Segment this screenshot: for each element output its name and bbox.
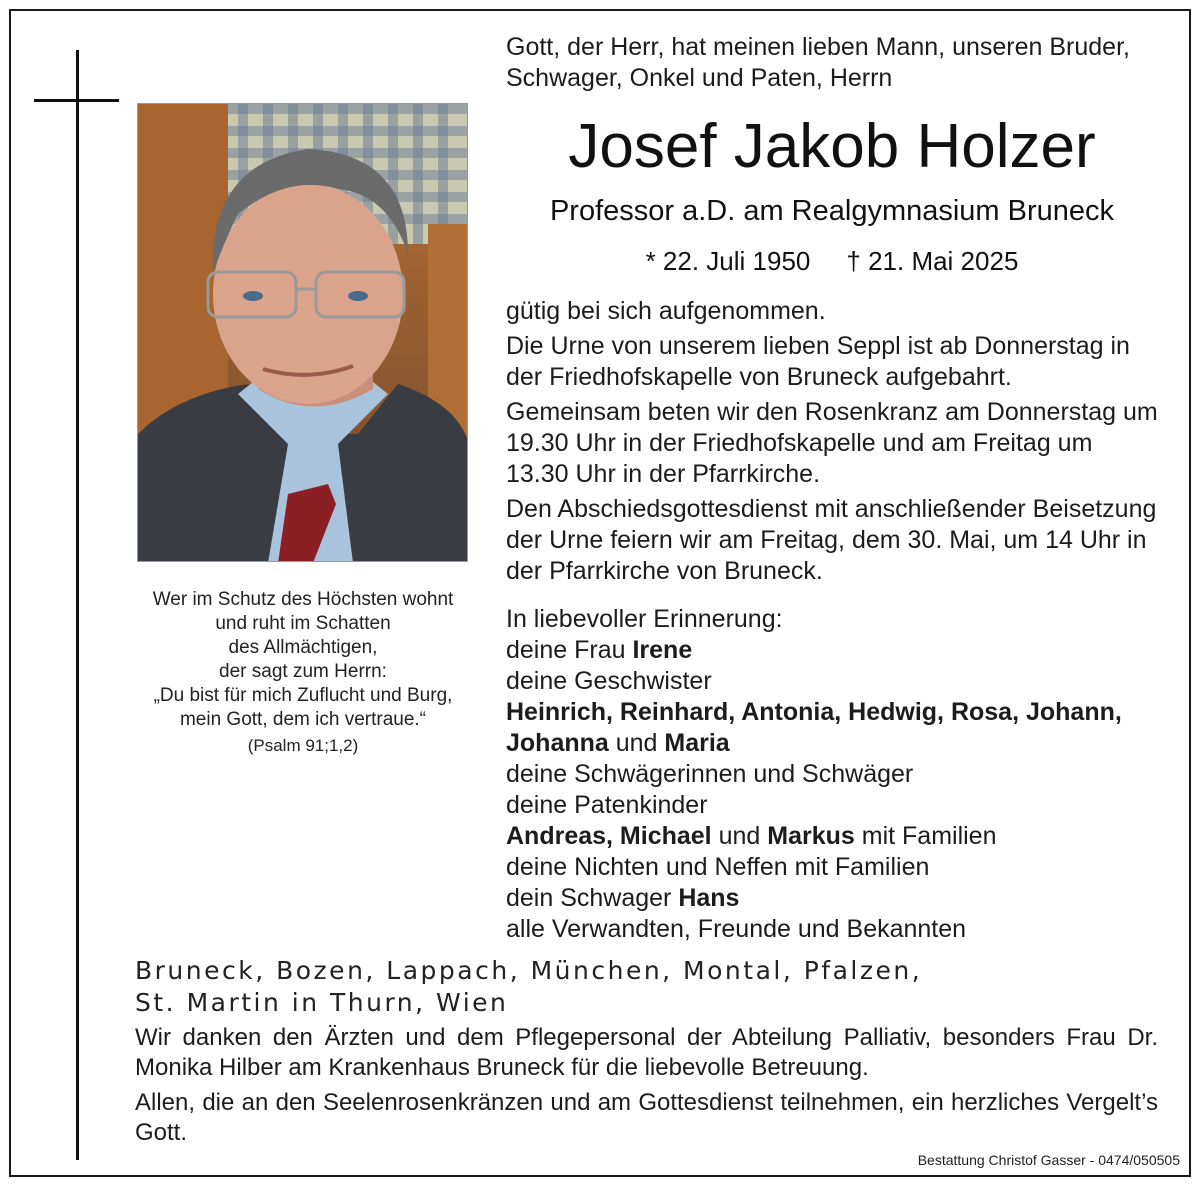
psalm-line: „Du bist für mich Zuflucht und Burg, [153, 685, 453, 706]
places-line-1: Bruneck, Bozen, Lappach, München, Montal, Pfalzen, [135, 956, 923, 985]
family-godchildren [506, 821, 1158, 852]
family-name: Johanna [506, 729, 609, 757]
places-line-2: St. Martin in Thurn, Wien [135, 988, 509, 1017]
intro-text [506, 32, 1158, 94]
body-paragraph: Gemeinsam beten wir den Rosenkranz am Donnerstag um 19.30 Uhr in der Friedhofskapelle und am Freitag um 13.30 Uhr in der Pfarrkirche. [506, 398, 1158, 488]
death-date: † 21. Mai 2025 [846, 246, 1019, 276]
family-label: deine Frau [506, 636, 633, 664]
family-label: und [608, 729, 665, 757]
family-in-laws: deine Schwägerinnen und Schwäger [506, 760, 914, 788]
body-paragraph: gütig bei sich aufgenommen. [506, 297, 826, 325]
thanks-text [135, 1023, 1158, 1153]
family-label: dein Schwager [506, 884, 679, 912]
family-siblings-label: deine Geschwister [506, 667, 712, 695]
family-wife [506, 635, 1158, 666]
body-paragraph: Den Abschiedsgottesdienst mit anschließender Beisetzung der Urne feiern wir am Freitag, dem 30. Mai, um 14 Uhr in der Pfarrkirche von Bruneck. [506, 495, 1157, 585]
family-all-relatives: alle Verwandten, Freunde und Bekannten [506, 915, 967, 943]
family-name: Maria [664, 729, 730, 757]
family-name: Hans [678, 884, 740, 912]
family-list [506, 604, 1158, 945]
family-name: Andreas, Michael [506, 822, 712, 850]
psalm-line: und ruht im Schatten [215, 613, 391, 634]
family-label: und [711, 822, 768, 850]
family-siblings-names: Heinrich, Reinhard, Antonia, Hedwig, Rosa, Johann, [506, 698, 1122, 726]
cross-icon-bar [34, 99, 119, 102]
places-list [135, 955, 1155, 1019]
intro-line-1: Gott, der Herr, hat meinen lieben Mann, unseren Bruder, [506, 33, 1130, 61]
body-paragraph: Die Urne von unserem lieben Seppl ist ab Donnerstag in der Friedhofskapelle von Bruneck aufgebahrt. [506, 332, 1130, 391]
psalm-line: des Allmächtigen, [228, 637, 378, 658]
psalm-reference: (Psalm 91;1,2) [247, 736, 359, 755]
psalm-line: der sagt zum Herrn: [219, 661, 387, 682]
family-siblings-names-2 [506, 728, 1158, 759]
birth-date: * 22. Juli 1950 [645, 246, 811, 276]
family-nieces: deine Nichten und Neffen mit Familien [506, 853, 930, 881]
psalm-quote [120, 588, 486, 758]
announcement-body [506, 296, 1158, 591]
family-heading: In liebevoller Erinnerung: [506, 605, 783, 633]
psalm-line: Wer im Schutz des Höchsten wohnt [152, 589, 454, 610]
family-name: Irene [632, 636, 693, 664]
family-godchildren-label: deine Patenkinder [506, 791, 708, 819]
intro-line-2: Schwager, Onkel und Paten, Herrn [506, 64, 893, 92]
psalm-line: mein Gott, dem ich vertraue.“ [179, 709, 427, 730]
thanks-paragraph: Allen, die an den Seelenrosenkränzen und am Gottesdienst teilnehmen, ein herzliches Vergelt’s Gott. [135, 1089, 1158, 1146]
life-dates [506, 244, 1158, 278]
portrait-photo [137, 103, 468, 562]
profession: Professor a.D. am Realgymnasium Bruneck [549, 195, 1115, 227]
family-label: mit Familien [854, 822, 997, 850]
family-name: Markus [767, 822, 855, 850]
deceased-name: Josef Jakob Holzer [568, 112, 1096, 181]
cross-icon [76, 50, 79, 1160]
thanks-paragraph: Wir danken den Ärzten und dem Pflegepersonal der Abteilung Palliativ, besonders Frau Dr. Monika Hilber am Krankenhaus Bruneck für die liebevolle Betreuung. [135, 1024, 1158, 1081]
funeral-home-footer: Bestattung Christof Gasser - 0474/050505 [917, 1152, 1180, 1168]
family-brother-in-law [506, 883, 1158, 914]
